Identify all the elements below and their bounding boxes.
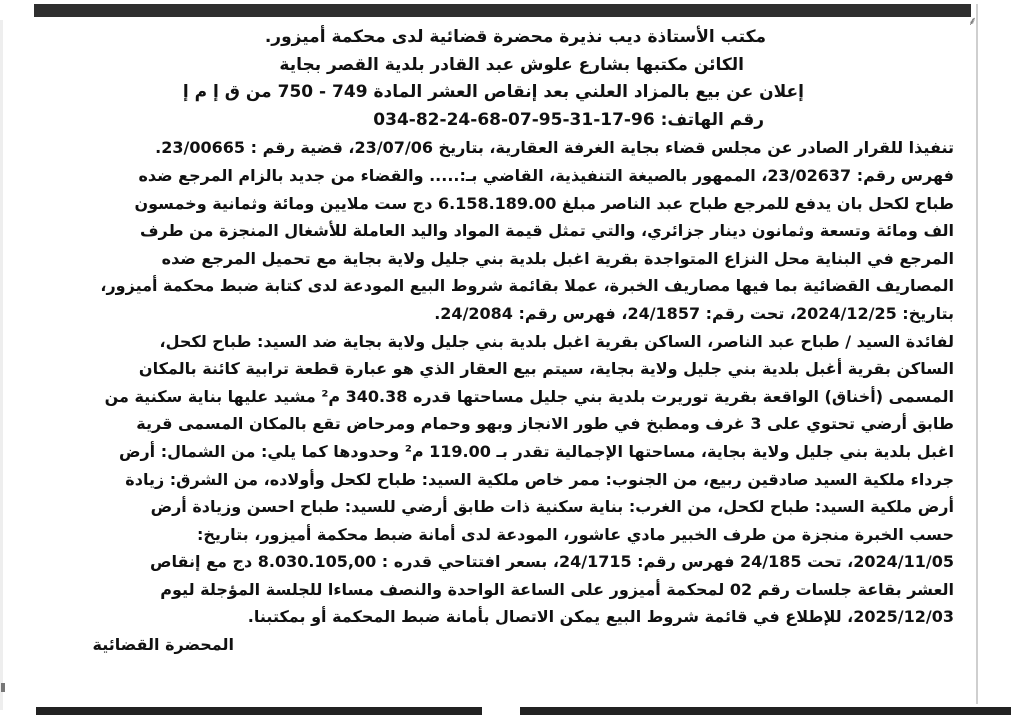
body-line: المصاريف القضائية بما فيها مصاريف الخبرة، عملا بقائمة شروط البيع المودعة لدى كتابة ضبط محكمة أميزور،	[100, 276, 954, 296]
page-left-edge	[0, 20, 3, 710]
body-line: 2025/12/03، للإطلاع في قائمة شروط البيع يمكن الاتصال بأمانة ضبط المحكمة أو بمكتبنا.	[247, 607, 954, 627]
legal-notice	[70, 24, 954, 659]
body-line: فهرس رقم: 23/02637، الممهور بالصيغة التنفيذية، القاضي بـ:..... والقضاء من جديد بالزام المرجع ضده	[138, 165, 954, 185]
top-border-bar	[34, 4, 971, 17]
bottom-border-right	[520, 707, 1011, 715]
notice-header	[70, 24, 954, 134]
header-phone-line: رقم الهاتف: 96-17-31-95-07-68-24-82-034	[373, 109, 764, 130]
signature-line: المحضرة القضائية	[92, 635, 234, 655]
body-line: طابق أرضي تحتوي على 3 غرف ومطبخ في طور الانجاز وبهو وحمام ومرحاض تقع بالمكان المسمى قرية	[136, 414, 954, 434]
body-line: العشر بقاعة جلسات رقم 02 لمحكمة أميزور على الساعة الواحدة والنصف مساءا للجلسة المؤجلة ليوم	[160, 579, 954, 599]
notice-body	[70, 134, 954, 631]
body-line: المسمى (أخناق) الواقعة بقرية توريرت بلدية بني جليل مساحتها قدره 340.38 م² مشيد عليها بناية سكنية من	[104, 386, 954, 406]
body-line: الساكن بقرية أغبل بلدية بني جليل ولاية بجاية، سيتم بيع العقار الذي هو عبارة قطعة ترابية كائنة بالمكان	[138, 359, 954, 379]
body-line: 2024/11/05، تحت 24/185 فهرس رقم: 24/1715، بسعر افتتاحي قدره : 8.030.105,00 دج مع إنقاص	[149, 552, 954, 572]
header-office-line: مكتب الأستاذة ديب نذيرة محضرة قضائية لدى محكمة أميزور.	[264, 27, 766, 47]
body-line: الف ومائة وتسعة وثمانون دينار جزائري، والتي تمثل قيمة المواد واليد العاملة للأشغال المنجزة من طرف	[139, 221, 954, 241]
scan-artifact	[1, 683, 5, 692]
body-line: جرداء ملكية السيد صادقين ربيع، من الجنوب: ممر خاص ملكية السيد: طباح لكحل وأولاده، من الشرق: زيادة	[125, 469, 954, 489]
header-address-line: الكائن مكتبها بشارع علوش عبد القادر بلدية القصر بجاية	[279, 54, 744, 75]
page-right-edge	[976, 4, 978, 704]
body-line: طباح لكحل بان يدفع للمرجع طباح عبد الناصر مبلغ 6.158.189.00 دج ست ملايين ومائة وثمانية وخمسون	[134, 193, 954, 213]
corner-mark-icon: ⸙	[968, 14, 978, 28]
body-line: المرجع في البناية محل النزاع المتواجدة بقرية اغبل بلدية بني جليل ولاية بجاية مع تحميل المرجع ضده	[161, 248, 954, 268]
bottom-border-left	[36, 707, 482, 715]
body-line: لفائدة السيد / طباح عبد الناصر، الساكن بقرية اغبل بلدية بني جليل ولاية بجاية ضد السيد: طباح لكحل،	[159, 331, 954, 351]
body-line: أرض ملكية السيد: طباح لكحل، من الغرب: بناية سكنية ذات طابق أرضي للسيد: طباح احسن وزيادة أرض	[150, 497, 954, 517]
body-line: حسب الخبرة منجزة من طرف الخبير مادي عاشور، المودعة لدى أمانة ضبط محكمة أميزور، بتاريخ:	[196, 524, 954, 544]
body-line: تنفيذا للقرار الصادر عن مجلس قضاء بجاية الغرفة العقارية، بتاريخ 23/07/06، قضية رقم : 23/00665.	[155, 138, 954, 158]
body-line: بتاريخ: 2024/12/25، تحت رقم: 24/1857، فهرس رقم: 24/2084.	[434, 303, 954, 323]
header-announcement-line: إعلان عن بيع بالمزاد العلني بعد إنقاص العشر المادة 749 - 750 من ق إ م إ	[182, 82, 804, 103]
body-line: اغبل بلدية بني جليل ولاية بجاية، مساحتها الإجمالية تقدر بـ 119.00 م² وحدودها كما يلي: من الشمال: أرض	[118, 441, 954, 461]
